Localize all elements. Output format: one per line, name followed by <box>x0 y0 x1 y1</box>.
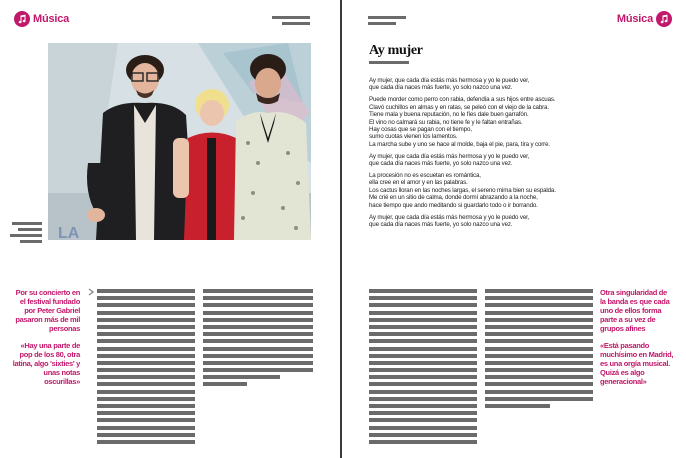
body-text-column-1 <box>97 289 195 447</box>
music-note-icon <box>656 11 672 27</box>
left-page <box>0 0 340 458</box>
lyrics-line: que cada día naces más fuerte, yo solo nazco una vez. <box>369 160 513 168</box>
caption-redacted-bars <box>10 222 42 246</box>
lyrics-line: Hay cosas que se pagan con el tiempo, <box>369 125 472 133</box>
lyrics-stanza <box>369 153 601 168</box>
band-photo <box>48 43 311 240</box>
lyrics-line: Los cactus lloran en las noches largas, el sereno mima bien su espalda. <box>369 186 556 194</box>
lyrics-line: Tiene mala y buena reputación, no le fíes dale buen garrafón. <box>369 111 529 119</box>
pullquote-right <box>600 288 674 394</box>
article-title: Ay mujer <box>369 43 423 58</box>
lyrics-line: hace tiempo que ando meditando si guardarlo todo o ir borrando. <box>369 201 538 209</box>
body-text-column-4 <box>485 289 593 411</box>
chevron-right-icon <box>87 288 95 296</box>
pullquote-line: Otra singularidad de la banda es que cada uno de ellos forma parte a su vez de grupos afines <box>600 288 670 333</box>
lyrics-line: Ay mujer, que cada día estás más hermosa y yo le puedo ver, <box>369 77 530 84</box>
subtitle-redacted-bars <box>369 61 409 67</box>
lyrics-line: Ay mujer, que cada día estás más hermosa y yo le puedo ver, <box>369 152 530 160</box>
lyrics-line: que cada día naces más fuerte, yo solo nazco una vez. <box>369 220 513 228</box>
header-redacted-bars <box>368 16 406 28</box>
svg-text:LA: LA <box>58 225 80 240</box>
lyrics-line: El vino no calmará su rabia, no tiene fe y le faltan entrañas. <box>369 118 523 126</box>
lyrics-line: Clavó cuchillos en almas y en ratas, se peleó con el viejo de la cabra. <box>369 103 549 111</box>
section-label: Música <box>33 13 70 25</box>
lyrics-line: que cada día naces más fuerte, yo solo nazco una vez. <box>369 84 513 92</box>
lyrics-line: sumo cuotas vienen los lamentos. <box>369 133 458 141</box>
pullquote-line: «Hay una parte de pop de los 80, otra latina, algo 'sixties' y unas notas oscurillas» <box>12 341 80 386</box>
pullquote-left <box>10 288 80 394</box>
header-redacted-bars <box>272 16 310 28</box>
body-text-column-2 <box>203 289 313 390</box>
lyrics-line: Ay mujer, que cada día estás más hermosa y yo le puedo ver, <box>369 213 530 221</box>
lyrics-stanza <box>369 214 601 229</box>
lyrics-stanza <box>369 96 601 148</box>
lyrics-line: ella cree en el amor y en las palabras. <box>369 179 468 187</box>
body-text-column-3 <box>369 289 477 447</box>
song-lyrics <box>369 77 601 233</box>
lyrics-stanza <box>369 77 601 92</box>
pullquote-line: «Está pasando muchísimo en Madrid, es una orgía musical. Quizá es algo generacional» <box>600 341 674 386</box>
pullquote-line: Por su concierto en el festival fundado por Peter Gabriel pasaron más de mil personas <box>15 288 80 333</box>
lyrics-line: La marcha sube y uno se hace al molde, baja el pie, para, tira y corre. <box>369 140 550 148</box>
music-note-icon <box>14 11 30 27</box>
section-header-right <box>617 11 672 27</box>
section-header-left <box>14 11 69 27</box>
lyrics-line: Me crié en un sitio de calma, donde dormí abrazando a la noche, <box>369 194 538 202</box>
lyrics-stanza <box>369 172 601 209</box>
lyrics-line: La procesión no es escuetan es romántica, <box>369 171 481 179</box>
lyrics-line: Puede morder como perro con rabia, defendía a sus hijos entre ascuas. <box>369 96 556 104</box>
section-label: Música <box>616 13 653 25</box>
